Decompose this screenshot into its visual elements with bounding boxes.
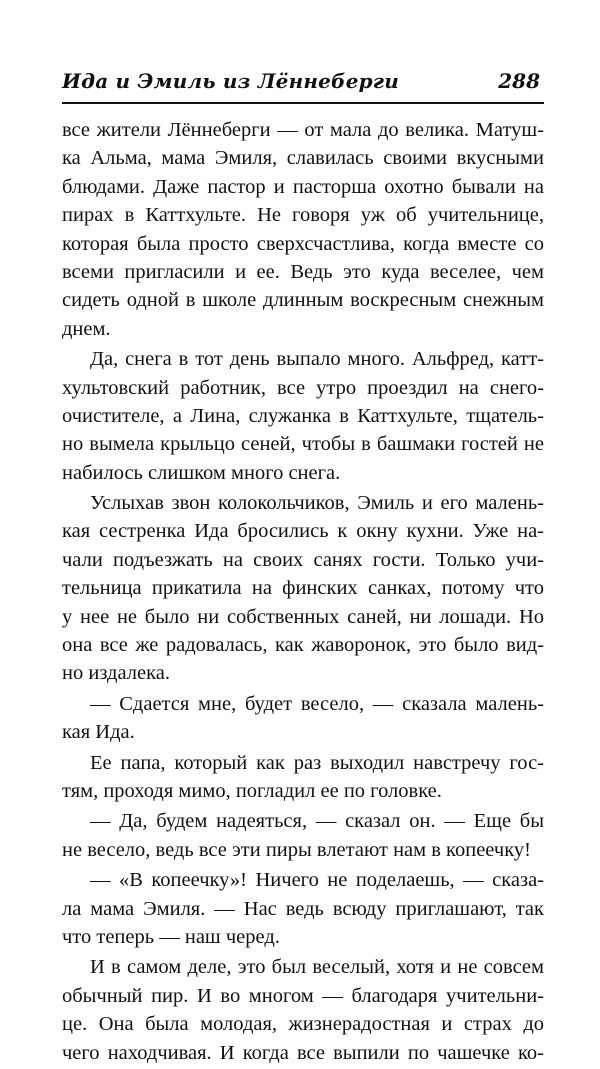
text-line: днем. <box>62 317 111 340</box>
text-line: которая была просто сверхсчастлива, когда вместе со <box>62 232 544 255</box>
text-line: тельница прикатила на финских санках, потому что <box>62 577 544 600</box>
paragraph-1 <box>62 116 544 343</box>
text-line: кая сестренка Ида бросились к окну кухни. Уже на- <box>62 520 544 543</box>
text-line: но издалека. <box>62 662 170 685</box>
text-line: И в самом деле, это был веселый, хотя и не совсем <box>90 956 544 979</box>
text-line: — Да, будем надеяться, — сказал он. — Еще бы <box>90 810 544 833</box>
text-line: ка Альма, мама Эмиля, славилась своими вкусными <box>62 147 544 170</box>
text-line: — Сдается мне, будет весело, — сказала малень- <box>90 692 544 715</box>
text-line: тям, проходя мимо, погладил ее по головке. <box>62 779 442 802</box>
text-line: ла мама Эмиля. — Нас ведь всюду приглашают, так <box>62 897 544 920</box>
paragraph-4 <box>62 690 544 747</box>
text-line: це. Она была молодая, жизнерадостная и страх до <box>62 1013 544 1036</box>
text-line: все жители Лённеберги — от мала до велика. Матуш- <box>62 119 544 141</box>
page-number: 288 <box>498 69 540 93</box>
text-line: блюдами. Даже пастор и пасторша охотно бывали на <box>62 175 544 198</box>
header-rule <box>62 102 544 104</box>
running-head <box>62 66 544 96</box>
paragraph-3 <box>62 489 544 688</box>
text-line: набилось слишком много снега. <box>62 461 341 484</box>
text-line: чего находчивая. И когда все выпили по чашечке ко- <box>62 1041 544 1064</box>
text-line: чали подъезжать на своих санях гости. Только учи- <box>62 548 544 571</box>
text-line: что теперь — наш черед. <box>62 925 280 948</box>
text-line: но вымела крыльцо сеней, чтобы в башмаки гостей не <box>62 433 544 456</box>
text-line: она все же радовалась, как жаворонок, это было вид- <box>62 634 544 657</box>
text-line: пирах в Каттхульте. Не говоря уж об учительнице, <box>62 204 544 227</box>
text-line: очистителе, а Лина, служанка в Каттхульте, тщатель- <box>62 404 544 427</box>
text-line: Да, снега в тот день выпало много. Альфред, катт- <box>90 348 544 371</box>
paragraph-2 <box>62 345 544 487</box>
text-line: обычный пир. И во многом — благодаря учительни- <box>62 984 544 1007</box>
text-line: — «В копеечку»! Ничего не поделаешь, — сказа- <box>90 869 544 892</box>
paragraph-6 <box>62 807 544 864</box>
text-line: Ее папа, который как раз выходил навстречу гос- <box>90 751 544 774</box>
text-line: всеми пригласили и ее. Ведь это куда веселее, чем <box>62 260 544 283</box>
paragraph-8 <box>62 953 544 1067</box>
text-line: у нее не было ни собственных саней, ни лошади. Но <box>62 605 544 628</box>
text-line: хультовский работник, все утро проездил на снего- <box>62 376 544 399</box>
paragraph-7 <box>62 866 544 951</box>
text-line: сидеть одной в школе длинным воскресным снежным <box>62 289 544 312</box>
book-title: Ида и Эмиль из Лённеберги <box>62 69 399 93</box>
body-text <box>62 116 544 1069</box>
text-line: не весело, ведь все эти пиры влетают нам в копеечку! <box>62 838 531 861</box>
text-line: кая Ида. <box>62 721 135 744</box>
text-line: Услыхав звон колокольчиков, Эмиль и его малень- <box>90 492 544 515</box>
paragraph-5 <box>62 749 544 806</box>
